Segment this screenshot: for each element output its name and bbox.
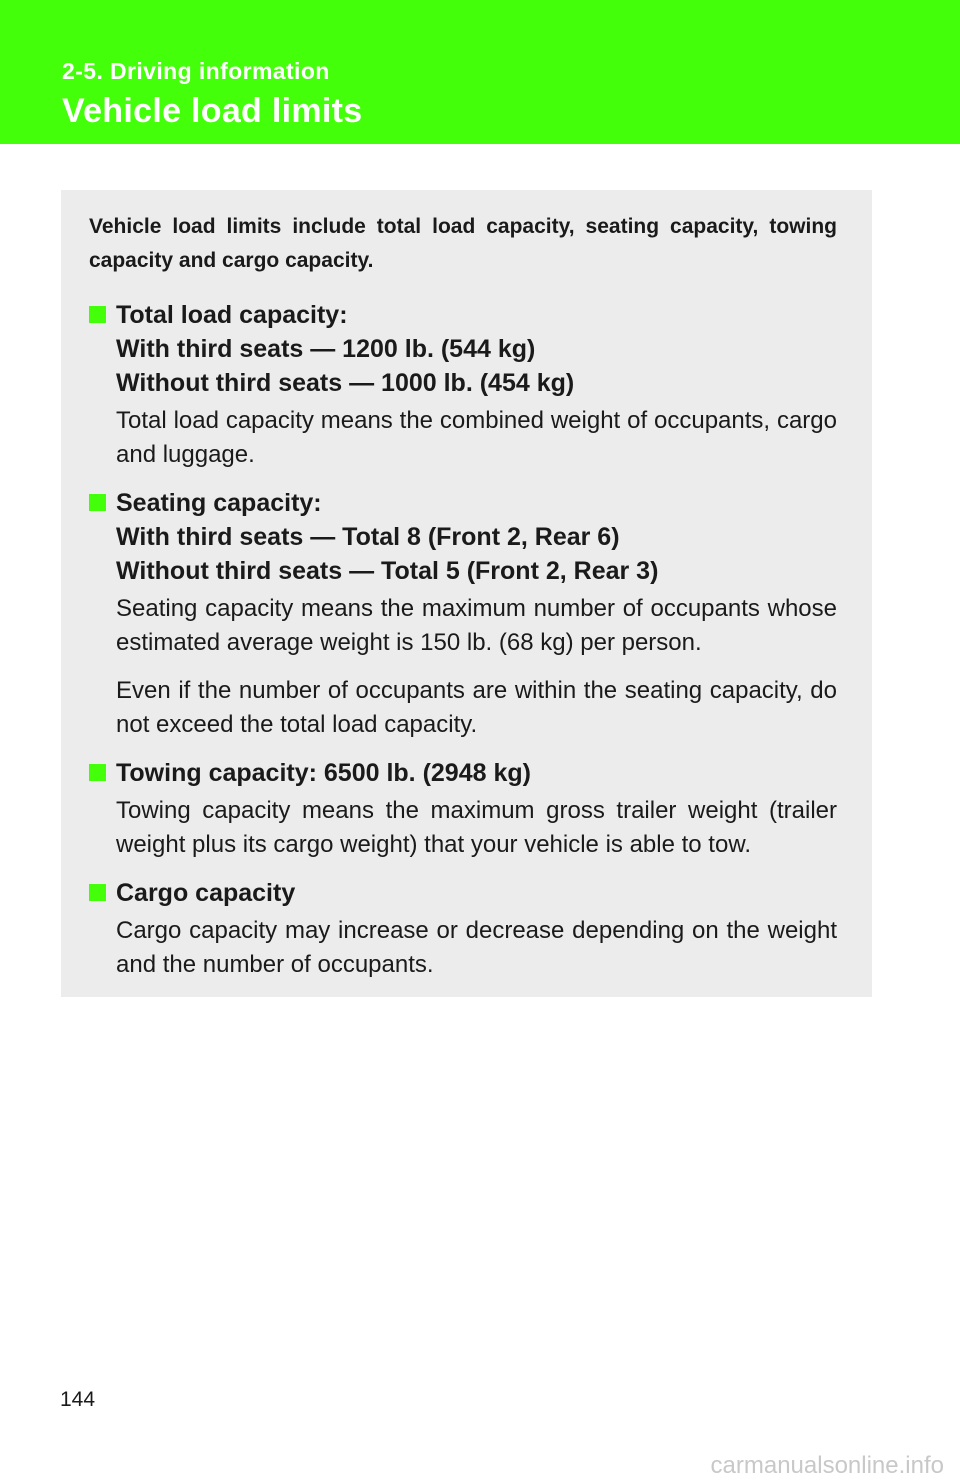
info-panel [61,190,872,997]
cargo-capacity-item [89,876,837,982]
square-bullet-icon [89,306,106,323]
square-bullet-icon [89,764,106,781]
item-line: With third seats — Total 8 (Front 2, Rear 6) [116,523,620,551]
item-description: Cargo capacity may increase or decrease depending on the weight and the number of occupants. [116,917,837,978]
item-heading: Total load capacity: [116,301,348,329]
item-heading: Towing capacity: 6500 lb. (2948 kg) [116,759,531,787]
page-number: 144 [60,1388,96,1411]
page-title: Vehicle load limits [62,92,363,130]
item-heading: Cargo capacity [116,879,296,907]
item-line: Without third seats — 1000 lb. (454 kg) [116,369,575,397]
item-description: Total load capacity means the combined weight of occupants, cargo and luggage. [116,407,837,468]
seating-capacity-item [89,486,837,742]
item-line: Without third seats — Total 5 (Front 2, Rear 3) [116,557,659,585]
section-label: 2-5. Driving information [62,58,330,84]
item-description: Even if the number of occupants are within the seating capacity, do not exceed the total load capacity. [116,677,837,738]
item-description: Seating capacity means the maximum number of occupants whose estimated average weight is 150 lb. (68 kg) per person. [116,595,837,656]
square-bullet-icon [89,494,106,511]
item-heading: Seating capacity: [116,489,322,517]
watermark-text: carmanualsonline.info [710,1452,944,1479]
total-load-capacity-item [89,298,837,472]
intro-text: Vehicle load limits include total load capacity, seating capacity, towing capacity and cargo capacity. [89,215,837,272]
towing-capacity-item [89,756,837,862]
item-line: With third seats — 1200 lb. (544 kg) [116,335,536,363]
item-description: Towing capacity means the maximum gross trailer weight (trailer weight plus its cargo weight) that your vehicle is able to tow. [116,797,837,858]
header-band [0,0,960,144]
square-bullet-icon [89,884,106,901]
